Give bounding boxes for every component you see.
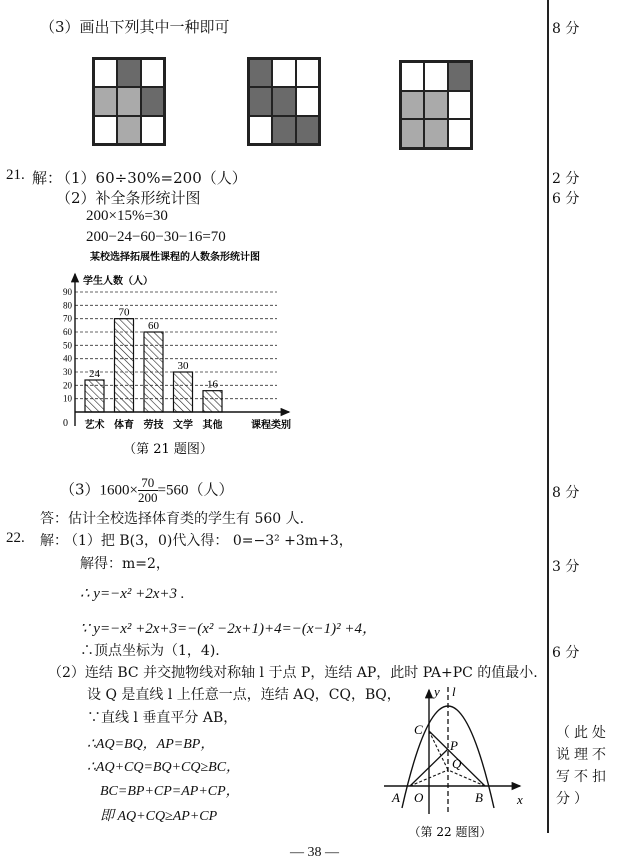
- y-tick-label: 20: [63, 380, 72, 391]
- q21-part1-score: 2 分: [552, 171, 580, 187]
- grid-cell: [296, 87, 319, 115]
- x-tick-label: 艺术: [84, 420, 105, 431]
- y-tick-label: 70: [63, 313, 72, 324]
- grid-cell: [401, 119, 424, 148]
- bar-value-label: 24: [89, 368, 100, 380]
- x-tick-label: 其他: [202, 420, 223, 431]
- grid-cell: [249, 87, 272, 115]
- q21-part3-prefix: （3）: [60, 480, 100, 499]
- grid-cell: [296, 59, 319, 87]
- grid-answer-2: [247, 57, 321, 146]
- page-number: — 38 —: [290, 845, 339, 860]
- q22-part2-line1: （2）连结 BC 并交抛物线对称轴 l 于点 P，连结 AP，此时 PA+PC 的值最小.: [48, 665, 538, 681]
- q21-part3: [60, 476, 233, 505]
- grid-cell: [401, 91, 424, 120]
- q21-calc2: 200−24−60−30−16=70: [86, 229, 226, 245]
- bar: [115, 319, 134, 412]
- chart-caption: （第 21 题图）: [123, 442, 213, 457]
- bar-value-label: 30: [177, 360, 189, 372]
- y-tick-label: 30: [63, 367, 72, 377]
- grid-cell: [272, 116, 295, 144]
- grid-cell: [141, 87, 164, 115]
- x-tick-label: 劳技: [143, 420, 164, 431]
- x-tick-label: 文学: [173, 420, 193, 431]
- label-y: y: [434, 684, 440, 699]
- q21-part2-score: 6 分: [552, 191, 580, 207]
- q22-line4: ∵ y=−x² +2x+3=−(x² −2x+1)+4=−(x−1)² +4，: [80, 621, 378, 637]
- q22-line2-score: 3 分: [552, 559, 580, 575]
- grid-cell: [94, 116, 117, 144]
- q21-part3-a: 1600×: [99, 482, 139, 499]
- q22-part2-line2: 设 Q 是直线 l 上任意一点，连结 AQ，CQ，BQ，: [87, 687, 401, 703]
- grid-answer-1: [92, 57, 166, 146]
- label-a: A: [392, 790, 400, 805]
- fraction-numerator: 70: [138, 476, 158, 491]
- grid-cell: [117, 59, 140, 87]
- grid-cell: [401, 62, 424, 91]
- bar-value-label: 70: [118, 306, 130, 319]
- grid-cell: [141, 116, 164, 144]
- q22-number: 22.: [6, 530, 25, 546]
- y-tick-label: 80: [63, 300, 72, 311]
- label-p: P: [450, 738, 458, 753]
- chart-title: 某校选择拓展性课程的人数条形统计图: [90, 252, 260, 263]
- chart-origin-label: 0: [63, 418, 68, 429]
- label-l: l: [452, 684, 456, 699]
- q22-part2-line4: ∴AQ=BQ，AP=BP，: [87, 737, 215, 752]
- q22-part2-line3: ∵直线 l 垂直平分 AB，: [87, 710, 238, 726]
- grid-cell: [117, 87, 140, 115]
- label-o: O: [414, 790, 424, 805]
- label-b: B: [475, 790, 483, 805]
- grid-cell: [448, 62, 471, 91]
- grid-cell: [249, 59, 272, 87]
- q21-part1: （1）60÷30%=200（人）: [56, 169, 247, 187]
- grid-cell: [141, 59, 164, 87]
- q22-part2-line7: 即 AQ+CQ≥AP+CP: [100, 809, 218, 824]
- grid-cell: [448, 119, 471, 148]
- grid-answer-3: [399, 60, 473, 150]
- q21-part2: （2）补全条形统计图: [56, 189, 201, 207]
- q22-line3: ∴ y=−x² +2x+3 .: [80, 586, 185, 602]
- grid-cell: [424, 119, 447, 148]
- y-tick-label: 60: [63, 327, 72, 337]
- q22-line5: ∴顶点坐标为（1，4).: [80, 643, 220, 659]
- bar: [85, 380, 104, 412]
- bar-chart: [55, 248, 295, 466]
- q21-part3-b: =560（人）: [157, 482, 234, 499]
- fraction-denominator: 200: [138, 490, 158, 505]
- x-tick-label: 体育: [114, 420, 134, 431]
- grid-cell: [94, 59, 117, 87]
- q22-solve: 解：: [40, 533, 68, 549]
- bar: [174, 372, 193, 412]
- q22-part2-line6: BC=BP+CP=AP+CP，: [100, 784, 240, 799]
- bar: [144, 332, 163, 412]
- y-tick-label: 50: [63, 340, 72, 351]
- q21-answer: 答：估计全校选择体育类的学生有 560 人.: [40, 511, 305, 527]
- q21-part3-score: 8 分: [552, 485, 580, 501]
- q22-line2: 解得：m=2，: [80, 556, 170, 572]
- grid-cell: [448, 91, 471, 120]
- y-tick-label: 90: [63, 287, 72, 297]
- y-tick-label: 40: [63, 353, 72, 364]
- grid-cell: [424, 62, 447, 91]
- grid-cell: [296, 116, 319, 144]
- figure-caption: （第 22 题图）: [408, 825, 492, 839]
- q20-score: 8 分: [552, 21, 580, 37]
- fraction: [138, 476, 158, 505]
- chart-x-label: 课程类别: [251, 420, 291, 431]
- q22-line1: （1）把 B(3，0)代入得： 0=−3² +3m+3，: [64, 533, 353, 549]
- bar: [203, 391, 222, 412]
- q21-solve: 解：: [32, 169, 63, 187]
- label-q: Q: [452, 756, 462, 771]
- label-c: C: [414, 722, 423, 737]
- q22-line5-score: 6 分: [552, 645, 580, 661]
- q22-note: （此处说理不写不扣分）: [556, 725, 610, 807]
- grid-cell: [272, 59, 295, 87]
- grid-cell: [272, 87, 295, 115]
- label-x: x: [517, 792, 523, 807]
- bar-value-label: 16: [207, 378, 218, 391]
- grid-cell: [94, 87, 117, 115]
- q21-number: 21.: [6, 167, 25, 183]
- bar-value-label: 60: [148, 320, 159, 332]
- chart-y-label: 学生人数（人）: [83, 276, 153, 287]
- q22-part2-line5: ∴AQ+CQ=BQ+CQ≥BC，: [87, 760, 241, 775]
- score-column-divider: [547, 0, 549, 833]
- parabola-figure: [372, 684, 537, 844]
- y-tick-label: 10: [63, 393, 72, 404]
- grid-cell: [117, 116, 140, 144]
- q21-calc1: 200×15%=30: [86, 208, 168, 224]
- grid-cell: [249, 116, 272, 144]
- grid-cell: [424, 91, 447, 120]
- line-bq: [448, 770, 485, 786]
- q20-part3-text: （3）画出下列其中一种即可: [40, 18, 230, 36]
